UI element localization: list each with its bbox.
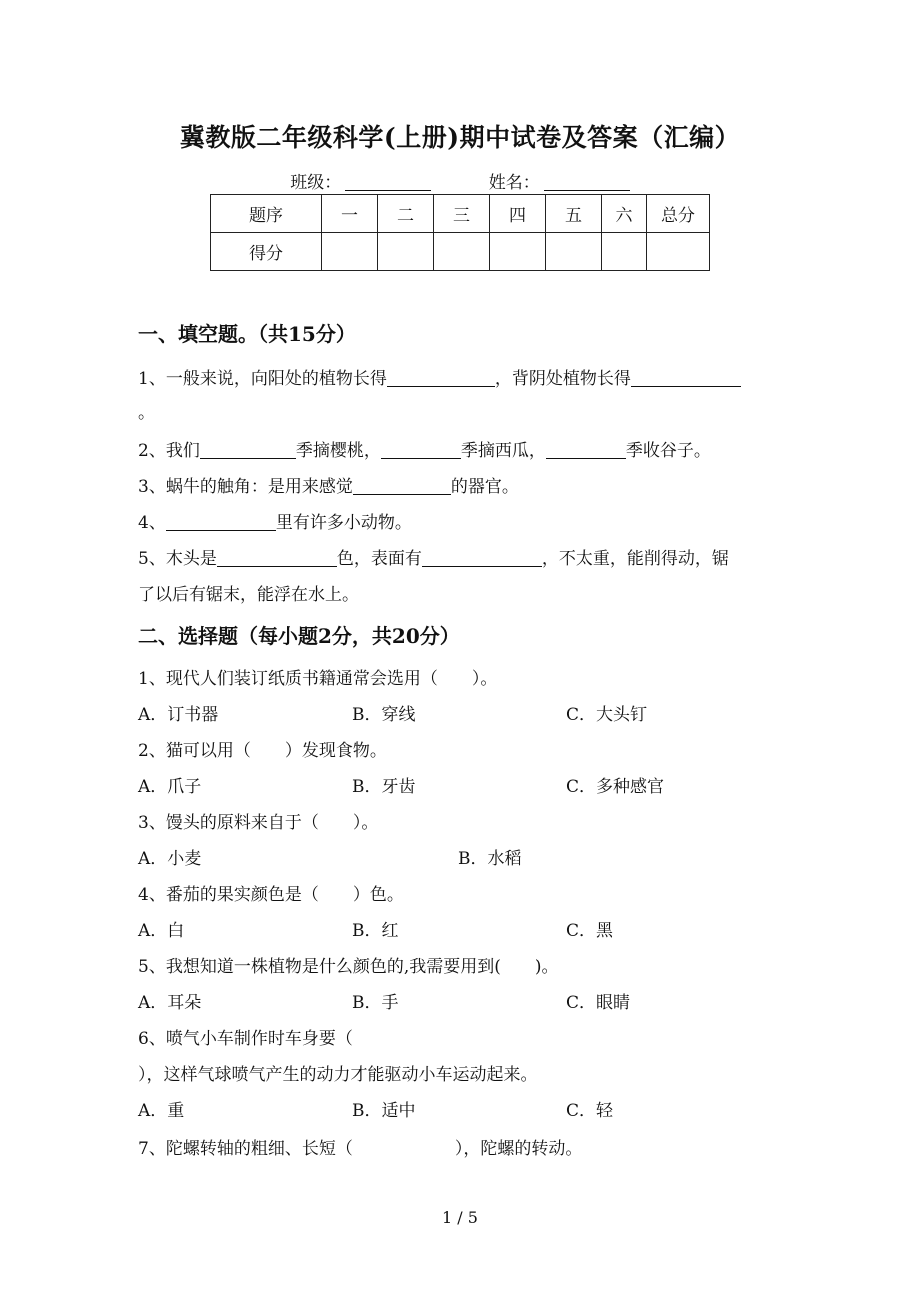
s1-q5-blank-2[interactable] <box>422 548 542 567</box>
s1-q5 <box>138 544 729 569</box>
s1-q4 <box>138 508 412 533</box>
s2-q6: 6、喷气小车制作时车身要（ <box>138 1029 353 1049</box>
s2-q5-option-a[interactable]: A．耳朵 <box>138 993 202 1013</box>
score-table <box>210 194 710 271</box>
header-cell: 二 <box>378 195 434 233</box>
s1-q4-text-a: 4、 <box>138 513 166 533</box>
header-cell: 六 <box>602 195 647 233</box>
s2-q7: 7、陀螺转轴的粗细、长短（ ），陀螺的转动。 <box>138 1139 583 1159</box>
s1-q2-text-b: 季摘樱桃， <box>295 441 381 461</box>
s1-q2 <box>138 436 711 461</box>
score-cell[interactable] <box>490 233 546 271</box>
s2-q6-option-c[interactable]: C．轻 <box>566 1101 614 1121</box>
page-number: 1 / 5 <box>442 1208 478 1227</box>
score-cell[interactable] <box>378 233 434 271</box>
s1-q2-text-d: 季收谷子。 <box>625 441 711 461</box>
s1-q2-blank-2[interactable] <box>381 440 461 459</box>
s1-q1-blank-1[interactable] <box>387 368 495 387</box>
s1-q5-blank-1[interactable] <box>217 548 337 567</box>
s1-q4-blank[interactable] <box>166 512 276 531</box>
score-cell[interactable] <box>434 233 490 271</box>
s1-q2-text-a: 2、我们 <box>138 441 200 461</box>
header-cell: 五 <box>546 195 602 233</box>
student-info <box>0 168 920 193</box>
s2-q1: 1、现代人们装订纸质书籍通常会选用（ ）。 <box>138 669 498 689</box>
s1-q3 <box>138 472 519 497</box>
score-cell[interactable] <box>602 233 647 271</box>
s2-q1-option-c[interactable]: C．大头钉 <box>566 705 648 725</box>
header-cell: 题序 <box>211 195 322 233</box>
s1-q1-end: 。 <box>138 403 155 423</box>
s1-q1-text-b: ，背阴处植物长得 <box>494 369 631 389</box>
s2-q3-option-b[interactable]: B．水稻 <box>458 849 522 869</box>
header-cell: 四 <box>490 195 546 233</box>
score-row-label: 得分 <box>211 233 322 271</box>
score-header-row <box>211 195 710 233</box>
s1-q4-text-b: 里有许多小动物。 <box>275 513 412 533</box>
name-field <box>489 168 630 193</box>
s2-q4: 4、番茄的果实颜色是（ ）色。 <box>138 885 404 905</box>
s1-q1-blank-2[interactable] <box>631 368 741 387</box>
header-cell: 总分 <box>647 195 710 233</box>
class-field <box>290 168 431 193</box>
s2-q5-option-b[interactable]: B．手 <box>352 993 399 1013</box>
s1-q3-text-a: 3、蜗牛的触角：是用来感觉 <box>138 477 353 497</box>
s2-q6-option-b[interactable]: B．适中 <box>352 1101 416 1121</box>
s2-q4-option-c[interactable]: C．黑 <box>566 921 614 941</box>
header-cell: 一 <box>322 195 378 233</box>
s2-q2-option-b[interactable]: B．牙齿 <box>352 777 416 797</box>
score-cell[interactable] <box>647 233 710 271</box>
s2-q5: 5、我想知道一株植物是什么颜色的,我需要用到( )。 <box>138 957 559 977</box>
s2-q1-option-a[interactable]: A．订书器 <box>138 705 219 725</box>
s2-q3: 3、馒头的原料来自于（ ）。 <box>138 813 379 833</box>
name-label: 姓名： <box>488 173 540 193</box>
s2-q2-option-c[interactable]: C．多种感官 <box>566 777 665 797</box>
s2-q2-option-a[interactable]: A．爪子 <box>138 777 202 797</box>
s1-q5-text-c: ，不太重，能削得动，锯 <box>541 549 729 569</box>
s1-q3-text-b: 的器官。 <box>450 477 519 497</box>
class-blank[interactable] <box>345 172 431 191</box>
s1-q5-text-b: 色，表面有 <box>336 549 422 569</box>
section2-heading: 二、选择题（每小题2分，共20分） <box>138 624 460 648</box>
s1-q5-cont: 了以后有锯末，能浮在水上。 <box>138 585 359 605</box>
s2-q4-option-b[interactable]: B．红 <box>352 921 399 941</box>
score-cell[interactable] <box>322 233 378 271</box>
s1-q2-blank-3[interactable] <box>546 440 626 459</box>
name-blank[interactable] <box>544 172 630 191</box>
s1-q1-text-a: 1、一般来说，向阳处的植物长得 <box>138 369 387 389</box>
s2-q6-cont: ），这样气球喷气产生的动力才能驱动小车运动起来。 <box>138 1065 538 1085</box>
s1-q2-blank-1[interactable] <box>200 440 296 459</box>
s2-q6-option-a[interactable]: A．重 <box>138 1101 185 1121</box>
s1-q1 <box>138 364 741 389</box>
class-label: 班级： <box>290 173 342 193</box>
s2-q1-option-b[interactable]: B．穿线 <box>352 705 416 725</box>
s2-q2: 2、猫可以用（ ）发现食物。 <box>138 741 387 761</box>
s1-q3-blank[interactable] <box>353 476 451 495</box>
page-title: 冀教版二年级科学(上册)期中试卷及答案（汇编） <box>179 123 741 152</box>
score-row <box>211 233 710 271</box>
s2-q5-option-c[interactable]: C．眼睛 <box>566 993 631 1013</box>
s1-q5-text-a: 5、木头是 <box>138 549 217 569</box>
s2-q3-option-a[interactable]: A．小麦 <box>138 849 202 869</box>
header-cell: 三 <box>434 195 490 233</box>
s2-q4-option-a[interactable]: A．白 <box>138 921 185 941</box>
section1-heading: 一、填空题。（共15分） <box>138 322 356 346</box>
s1-q2-text-c: 季摘西瓜， <box>460 441 546 461</box>
score-cell[interactable] <box>546 233 602 271</box>
